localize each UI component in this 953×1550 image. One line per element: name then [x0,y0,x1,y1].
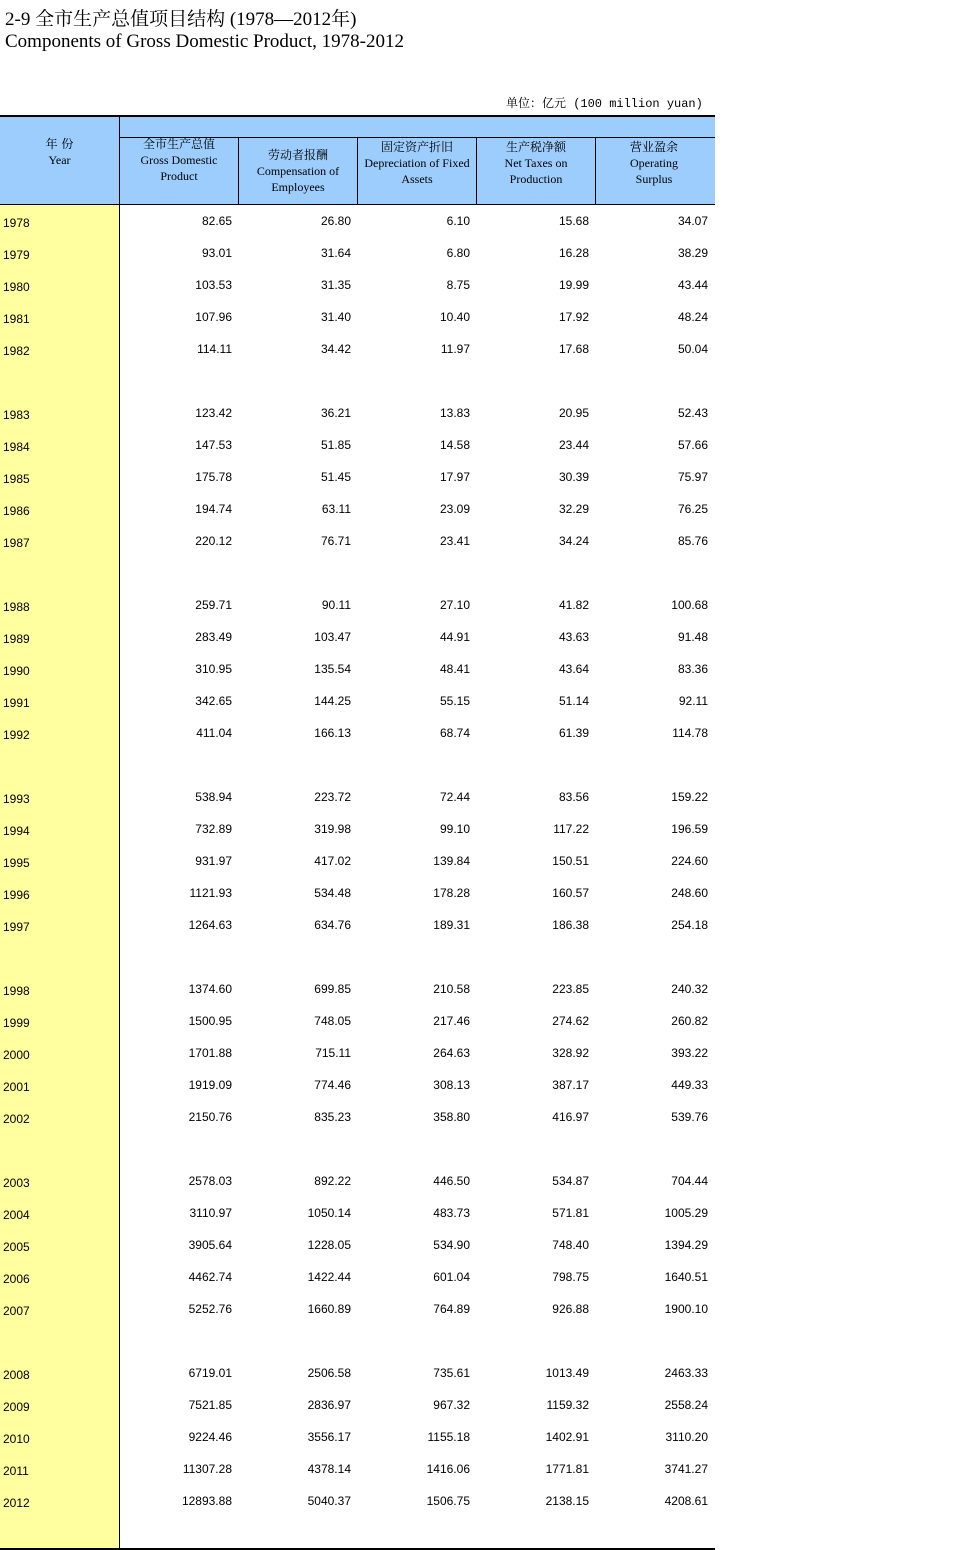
net-taxes-cell: 43.63 [558,630,589,644]
header-year-cn: 年 份 [45,137,74,151]
year-cell: 1989 [3,632,30,646]
compensation-cell: 892.22 [314,1174,351,1188]
gdp-cell: 123.42 [195,406,232,420]
operating-surplus-cell: 2558.24 [664,1398,708,1412]
gdp-cell: 1919.09 [188,1078,232,1092]
header-compensation [245,147,351,195]
gdp-cell: 931.97 [195,854,232,868]
depreciation-cell: 27.10 [439,598,470,612]
net-taxes-cell: 23.44 [558,438,589,452]
net-taxes-cell: 43.64 [558,662,589,676]
net-taxes-cell: 117.22 [553,822,589,836]
compensation-cell: 51.45 [320,470,351,484]
operating-surplus-cell: 83.36 [677,662,708,676]
net-taxes-cell: 34.24 [558,534,589,548]
net-taxes-cell: 61.39 [558,726,589,740]
compensation-cell: 51.85 [320,438,351,452]
gdp-cell: 93.01 [201,246,232,260]
depreciation-cell: 99.10 [439,822,470,836]
gdp-cell: 147.53 [195,438,232,452]
compensation-cell: 36.21 [320,406,351,420]
compensation-cell: 144.25 [314,694,351,708]
year-cell: 1983 [3,408,30,422]
compensation-cell: 2506.58 [307,1366,351,1380]
gdp-cell: 107.96 [195,310,232,324]
compensation-cell: 31.64 [320,246,351,260]
header-gdp [126,136,232,184]
operating-surplus-cell: 3110.20 [665,1430,708,1444]
depreciation-cell: 483.73 [433,1206,470,1220]
year-cell: 2001 [3,1080,30,1094]
gdp-cell: 538.94 [195,790,232,804]
gdp-cell: 3905.64 [188,1238,232,1252]
year-cell: 1985 [3,472,30,486]
gdp-cell: 283.49 [195,630,232,644]
column-divider [238,137,239,205]
header-compensation-en: Compensation of Employees [256,164,340,194]
net-taxes-cell: 1013.49 [545,1366,589,1380]
operating-surplus-cell: 48.24 [677,310,708,324]
header-gdp-en: Gross Domestic Product [140,153,218,183]
compensation-cell: 31.35 [320,278,351,292]
compensation-cell: 34.42 [320,342,351,356]
operating-surplus-cell: 260.82 [671,1014,708,1028]
year-cell: 2000 [3,1048,30,1062]
operating-surplus-cell: 34.07 [677,214,708,228]
header-gdp-cn: 全市生产总值 [142,137,215,151]
operating-surplus-cell: 57.66 [677,438,708,452]
operating-surplus-cell: 38.29 [677,246,708,260]
header-operating-surplus-en: Operating Surplus [630,156,678,186]
gdp-cell: 12893.88 [181,1494,232,1508]
gdp-cell: 194.74 [195,502,232,516]
depreciation-cell: 967.32 [433,1398,470,1412]
net-taxes-cell: 19.99 [558,278,589,292]
depreciation-cell: 189.31 [433,918,470,932]
net-taxes-cell: 926.88 [552,1302,589,1316]
operating-surplus-cell: 449.33 [671,1078,708,1092]
gdp-cell: 7521.85 [188,1398,232,1412]
net-taxes-cell: 41.82 [558,598,589,612]
compensation-cell: 715.11 [315,1046,351,1060]
gdp-cell: 175.78 [195,470,232,484]
compensation-cell: 5040.37 [307,1494,351,1508]
operating-surplus-cell: 100.68 [671,598,708,612]
net-taxes-cell: 30.39 [558,470,589,484]
operating-surplus-cell: 196.59 [671,822,708,836]
year-cell: 1981 [3,312,30,326]
year-cell: 2006 [3,1272,30,1286]
compensation-cell: 1050.14 [307,1206,351,1220]
gdp-cell: 103.53 [195,278,232,292]
compensation-cell: 63.11 [321,502,351,516]
operating-surplus-cell: 75.97 [677,470,708,484]
year-cell: 2009 [3,1400,30,1414]
operating-surplus-cell: 248.60 [671,886,708,900]
operating-surplus-cell: 393.22 [671,1046,708,1060]
gdp-cell: 732.89 [195,822,232,836]
year-cell: 1994 [3,824,30,838]
year-cell: 2008 [3,1368,30,1382]
depreciation-cell: 23.09 [439,502,470,516]
column-divider [357,137,358,205]
header-year-en: Year [48,153,71,167]
compensation-cell: 26.80 [320,214,351,228]
operating-surplus-cell: 254.18 [671,918,708,932]
compensation-cell: 534.48 [314,886,351,900]
header-operating-surplus [612,139,696,187]
depreciation-cell: 6.10 [446,214,470,228]
column-divider [476,137,477,205]
net-taxes-cell: 1159.32 [546,1398,589,1412]
operating-surplus-cell: 224.60 [671,854,708,868]
net-taxes-cell: 571.81 [552,1206,589,1220]
compensation-cell: 774.46 [314,1078,351,1092]
compensation-cell: 835.23 [314,1110,351,1124]
operating-surplus-cell: 91.48 [677,630,708,644]
year-cell: 2002 [3,1112,30,1126]
depreciation-cell: 1416.06 [426,1462,470,1476]
depreciation-cell: 264.63 [433,1046,470,1060]
column-divider [119,117,120,1548]
net-taxes-cell: 416.97 [552,1110,589,1124]
operating-surplus-cell: 92.11 [678,694,708,708]
header-net-taxes-en: Net Taxes on Production [504,156,568,186]
net-taxes-cell: 223.85 [552,982,589,996]
year-cell: 1979 [3,248,30,262]
depreciation-cell: 68.74 [439,726,470,740]
operating-surplus-cell: 2463.33 [664,1366,708,1380]
depreciation-cell: 8.75 [446,278,470,292]
gdp-cell: 411.04 [196,726,232,740]
year-cell: 1992 [3,728,30,742]
depreciation-cell: 23.41 [439,534,470,548]
depreciation-cell: 55.15 [439,694,470,708]
operating-surplus-cell: 240.32 [671,982,708,996]
operating-surplus-cell: 52.43 [677,406,708,420]
compensation-cell: 4378.14 [307,1462,351,1476]
year-cell: 1996 [3,888,30,902]
compensation-cell: 2836.97 [307,1398,351,1412]
operating-surplus-cell: 76.25 [677,502,708,516]
net-taxes-cell: 150.51 [552,854,589,868]
depreciation-cell: 217.46 [433,1014,470,1028]
operating-surplus-cell: 159.22 [671,790,708,804]
compensation-cell: 166.13 [314,726,351,740]
depreciation-cell: 1506.75 [426,1494,470,1508]
year-cell: 1986 [3,504,30,518]
operating-surplus-cell: 1394.29 [664,1238,708,1252]
gdp-cell: 1121.93 [189,886,232,900]
year-cell: 1998 [3,984,30,998]
header-net-taxes-cn: 生产税净额 [505,140,566,154]
depreciation-cell: 601.04 [433,1270,470,1284]
compensation-cell: 634.76 [314,918,351,932]
depreciation-cell: 17.97 [439,470,470,484]
page-title-english: Components of Gross Domestic Product, 1978-2012 [5,31,404,52]
column-divider [595,137,596,205]
net-taxes-cell: 15.68 [558,214,589,228]
gdp-cell: 6719.01 [188,1366,232,1380]
compensation-cell: 135.54 [314,662,351,676]
net-taxes-cell: 748.40 [552,1238,589,1252]
compensation-cell: 3556.17 [307,1430,351,1444]
net-taxes-cell: 798.75 [552,1270,589,1284]
depreciation-cell: 11.97 [440,342,470,356]
gdp-cell: 342.65 [195,694,232,708]
compensation-cell: 748.05 [314,1014,351,1028]
net-taxes-cell: 17.92 [558,310,589,324]
year-cell: 1982 [3,344,30,358]
depreciation-cell: 210.58 [433,982,470,996]
compensation-cell: 1660.89 [307,1302,351,1316]
depreciation-cell: 44.91 [439,630,470,644]
header-net-taxes [483,139,589,187]
depreciation-cell: 446.50 [433,1174,470,1188]
year-cell: 2011 [3,1464,29,1478]
depreciation-cell: 1155.18 [427,1430,470,1444]
year-cell: 2007 [3,1304,30,1318]
year-cell: 2012 [3,1496,30,1510]
gdp-cell: 11307.28 [182,1462,232,1476]
gdp-cell: 3110.97 [189,1206,232,1220]
gdp-cell: 2578.03 [188,1174,232,1188]
net-taxes-cell: 83.56 [558,790,589,804]
net-taxes-cell: 328.92 [552,1046,589,1060]
operating-surplus-cell: 704.44 [671,1174,708,1188]
year-cell: 1980 [3,280,30,294]
header-year [0,136,119,168]
compensation-cell: 103.47 [314,630,351,644]
depreciation-cell: 48.41 [439,662,470,676]
net-taxes-cell: 387.17 [552,1078,589,1092]
net-taxes-cell: 2138.15 [545,1494,589,1508]
year-cell: 2003 [3,1176,30,1190]
compensation-cell: 90.11 [321,598,351,612]
net-taxes-cell: 274.62 [552,1014,589,1028]
gdp-cell: 82.65 [201,214,232,228]
operating-surplus-cell: 50.04 [677,342,708,356]
year-column-background [0,205,119,1548]
depreciation-cell: 139.84 [433,854,470,868]
operating-surplus-cell: 4208.61 [664,1494,708,1508]
operating-surplus-cell: 43.44 [677,278,708,292]
gdp-cell: 5252.76 [188,1302,232,1316]
net-taxes-cell: 1771.81 [545,1462,589,1476]
operating-surplus-cell: 1900.10 [664,1302,708,1316]
header-depreciation-en: Depreciation of Fixed Assets [364,156,470,186]
net-taxes-cell: 1402.91 [545,1430,589,1444]
depreciation-cell: 178.28 [433,886,470,900]
gdp-cell: 259.71 [195,598,232,612]
year-cell: 1991 [3,696,30,710]
operating-surplus-cell: 114.78 [672,726,708,740]
net-taxes-cell: 160.57 [552,886,589,900]
year-cell: 1995 [3,856,30,870]
net-taxes-cell: 20.95 [558,406,589,420]
depreciation-cell: 6.80 [446,246,470,260]
depreciation-cell: 308.13 [433,1078,470,1092]
net-taxes-cell: 51.14 [558,694,589,708]
year-cell: 2004 [3,1208,30,1222]
year-cell: 1978 [3,216,30,230]
compensation-cell: 31.40 [320,310,351,324]
year-cell: 2005 [3,1240,30,1254]
net-taxes-cell: 32.29 [558,502,589,516]
depreciation-cell: 358.80 [433,1110,470,1124]
net-taxes-cell: 16.28 [558,246,589,260]
compensation-cell: 699.85 [314,982,351,996]
net-taxes-cell: 17.68 [558,342,589,356]
gdp-cell: 1374.60 [188,982,232,996]
unit-label: 单位：亿元 (100 million yuan) [506,97,703,111]
depreciation-cell: 13.83 [439,406,470,420]
depreciation-cell: 735.61 [433,1366,470,1380]
net-taxes-cell: 534.87 [552,1174,589,1188]
compensation-cell: 417.02 [314,854,351,868]
operating-surplus-cell: 3741.27 [664,1462,708,1476]
header-operating-surplus-cn: 营业盈余 [629,140,678,154]
gdp-cell: 9224.46 [188,1430,232,1444]
year-cell: 1990 [3,664,30,678]
operating-surplus-cell: 1640.51 [664,1270,708,1284]
gdp-cell: 310.95 [195,662,232,676]
operating-surplus-cell: 85.76 [677,534,708,548]
depreciation-cell: 72.44 [439,790,470,804]
compensation-cell: 223.72 [314,790,351,804]
depreciation-cell: 10.40 [439,310,470,324]
year-cell: 1987 [3,536,30,550]
gdp-cell: 2150.76 [188,1110,232,1124]
header-depreciation-cn: 固定资产折旧 [380,140,453,154]
gdp-cell: 1701.88 [188,1046,232,1060]
year-cell: 2010 [3,1432,30,1446]
header-compensation-cn: 劳动者报酬 [267,148,328,162]
gdp-cell: 220.12 [195,534,232,548]
year-cell: 1988 [3,600,30,614]
compensation-cell: 76.71 [320,534,351,548]
year-cell: 1993 [3,792,30,806]
gdp-cell: 1500.95 [188,1014,232,1028]
depreciation-cell: 14.58 [439,438,470,452]
gdp-cell: 1264.63 [188,918,232,932]
depreciation-cell: 534.90 [433,1238,470,1252]
net-taxes-cell: 186.38 [552,918,589,932]
compensation-cell: 1422.44 [307,1270,351,1284]
depreciation-cell: 764.89 [433,1302,470,1316]
page-title-chinese: 2-9 全市生产总值项目结构 (1978—2012年) [5,9,357,30]
year-cell: 1984 [3,440,30,454]
operating-surplus-cell: 539.76 [671,1110,708,1124]
year-cell: 1999 [3,1016,30,1030]
compensation-cell: 319.98 [314,822,351,836]
gdp-cell: 114.11 [197,342,232,356]
operating-surplus-cell: 1005.29 [664,1206,708,1220]
header-depreciation [364,139,470,187]
gdp-cell: 4462.74 [188,1270,232,1284]
compensation-cell: 1228.05 [307,1238,351,1252]
year-cell: 1997 [3,920,30,934]
